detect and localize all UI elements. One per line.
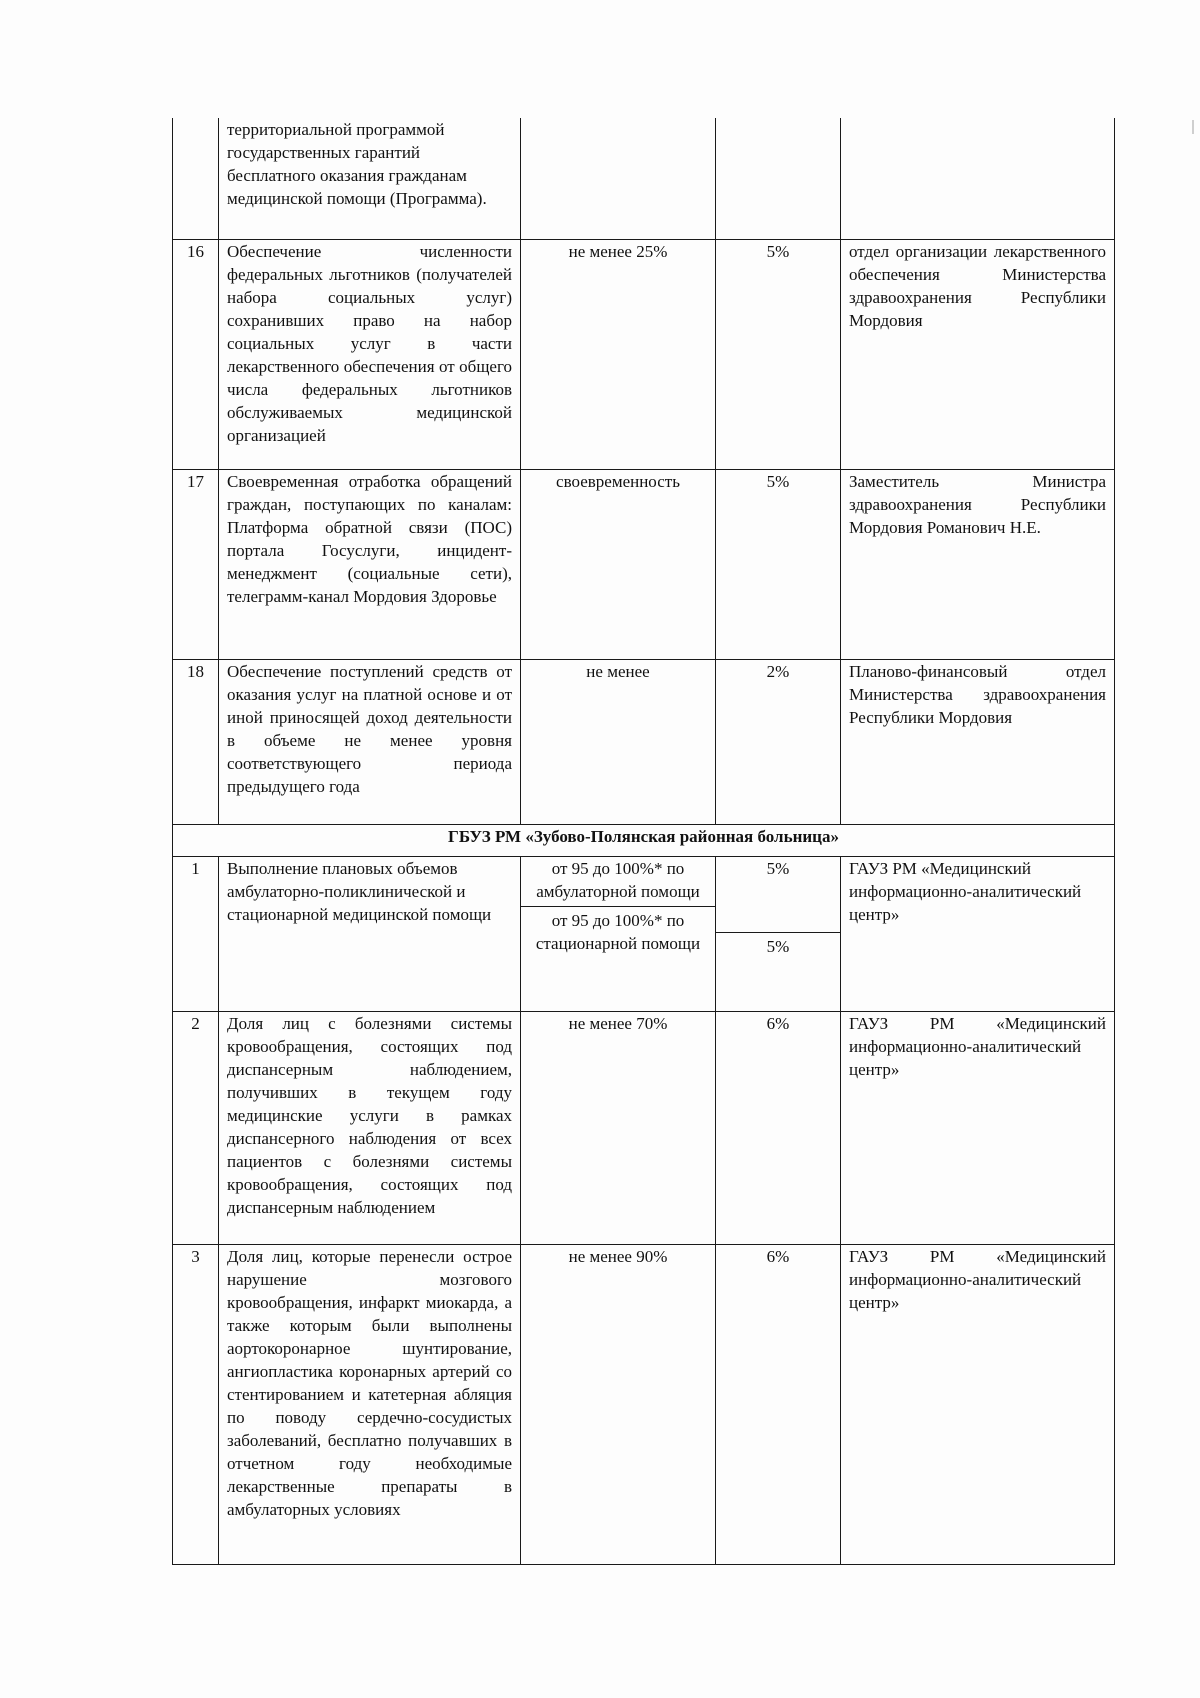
responsible-text: ГАУЗ РМ «Медицинский информационно-аналитический центр» — [841, 1011, 1115, 1244]
row-number: 16 — [173, 239, 219, 469]
criterion-value: не менее 70% — [521, 1011, 716, 1244]
row-number — [173, 118, 219, 239]
table-row — [173, 239, 1115, 469]
section-row — [173, 824, 1115, 856]
row-number: 1 — [173, 856, 219, 1011]
table-row — [173, 469, 1115, 659]
scan-margin-mark — [1192, 120, 1194, 134]
section-title: ГБУЗ РМ «Зубово-Полянская районная больница» — [173, 824, 1115, 856]
responsible-text: отдел организации лекарственного обеспечения Министерства здравоохранения Республики Мордовия — [841, 239, 1115, 469]
indicator-text: территориальной программой государственных гарантий бесплатного оказания гражданам медицинской помощи (Программа). — [219, 118, 521, 239]
criterion-cell — [521, 856, 716, 1011]
criterion-ambulatory: от 95 до 100%* по амбулаторной помощи — [536, 858, 700, 901]
responsible-text: Планово-финансовый отдел Министерства здравоохранения Республики Мордовия — [841, 659, 1115, 824]
weight-ambulatory: 5% — [766, 858, 790, 878]
weight-value: 6% — [716, 1244, 841, 1564]
table-row — [173, 659, 1115, 824]
criterion-value: не менее 25% — [521, 239, 716, 469]
table-row — [173, 856, 1115, 1011]
table-row — [173, 1011, 1115, 1244]
weight-value: 5% — [716, 469, 841, 659]
responsible-text: ГАУЗ РМ «Медицинский информационно-аналитический центр» — [841, 856, 1115, 1011]
indicator-text: Выполнение плановых объемов амбулаторно-поликлинической и стационарной медицинской помощи — [219, 856, 521, 1011]
row-number: 2 — [173, 1011, 219, 1244]
row-number: 18 — [173, 659, 219, 824]
table-row — [173, 118, 1115, 239]
responsible-text: Заместитель Министра здравоохранения Республики Мордовия Романович Н.Е. — [841, 469, 1115, 659]
criterion-value: не менее — [521, 659, 716, 824]
criterion-value: не менее 90% — [521, 1244, 716, 1564]
indicator-text: Обеспечение поступлений средств от оказания услуг на платной основе и от иной приносящей доход деятельности в объеме не менее уровня соответствующего периода предыдущего года — [219, 659, 521, 824]
row-number: 17 — [173, 469, 219, 659]
table-row — [173, 1244, 1115, 1564]
weight-value: 5% — [716, 239, 841, 469]
weight-value: 2% — [716, 659, 841, 824]
weight-inpatient: 5% — [716, 932, 840, 958]
indicator-text: Доля лиц с болезнями системы кровообращения, состоящих под диспансерным наблюдением, получивших в текущем году медицинские услуги в рамках диспансерного наблюдения от всех пациентов с болезнями системы кровообращения, состоящих под диспансерным наблюдением — [219, 1011, 521, 1244]
criteria-table — [172, 118, 1115, 1565]
criterion-value: своевременность — [521, 469, 716, 659]
indicator-text: Доля лиц, которые перенесли острое нарушение мозгового кровообращения, инфаркт миокарда, а также которым были выполнены аортокоронарное шунтирование, ангиопластика коронарных артерий со стентированием и катетерная абляция по поводу сердечно-сосудистых заболеваний, бесплатно получавших в отчетном году необходимые лекарственные препараты в амбулаторных условиях — [219, 1244, 521, 1564]
criterion-inpatient: от 95 до 100%* по стационарной помощи — [521, 906, 715, 955]
indicator-text: Своевременная отработка обращений граждан, поступающих по каналам: Платформа обратной связи (ПОС) портала Госуслуги, инцидент-менеджмент (социальные сети), телеграмм-канал Мордовия Здоровье — [219, 469, 521, 659]
weight-value — [716, 118, 841, 239]
responsible-text: ГАУЗ РМ «Медицинский информационно-аналитический центр» — [841, 1244, 1115, 1564]
weight-value: 6% — [716, 1011, 841, 1244]
weight-cell — [716, 856, 841, 1011]
criterion-value — [521, 118, 716, 239]
indicator-text: Обеспечение численности федеральных льготников (получателей набора социальных услуг) сохранивших право на набор социальных услуг в части лекарственного обеспечения от общего числа федеральных льготников обслуживаемых медицинской организацией — [219, 239, 521, 469]
row-number: 3 — [173, 1244, 219, 1564]
responsible-text — [841, 118, 1115, 239]
